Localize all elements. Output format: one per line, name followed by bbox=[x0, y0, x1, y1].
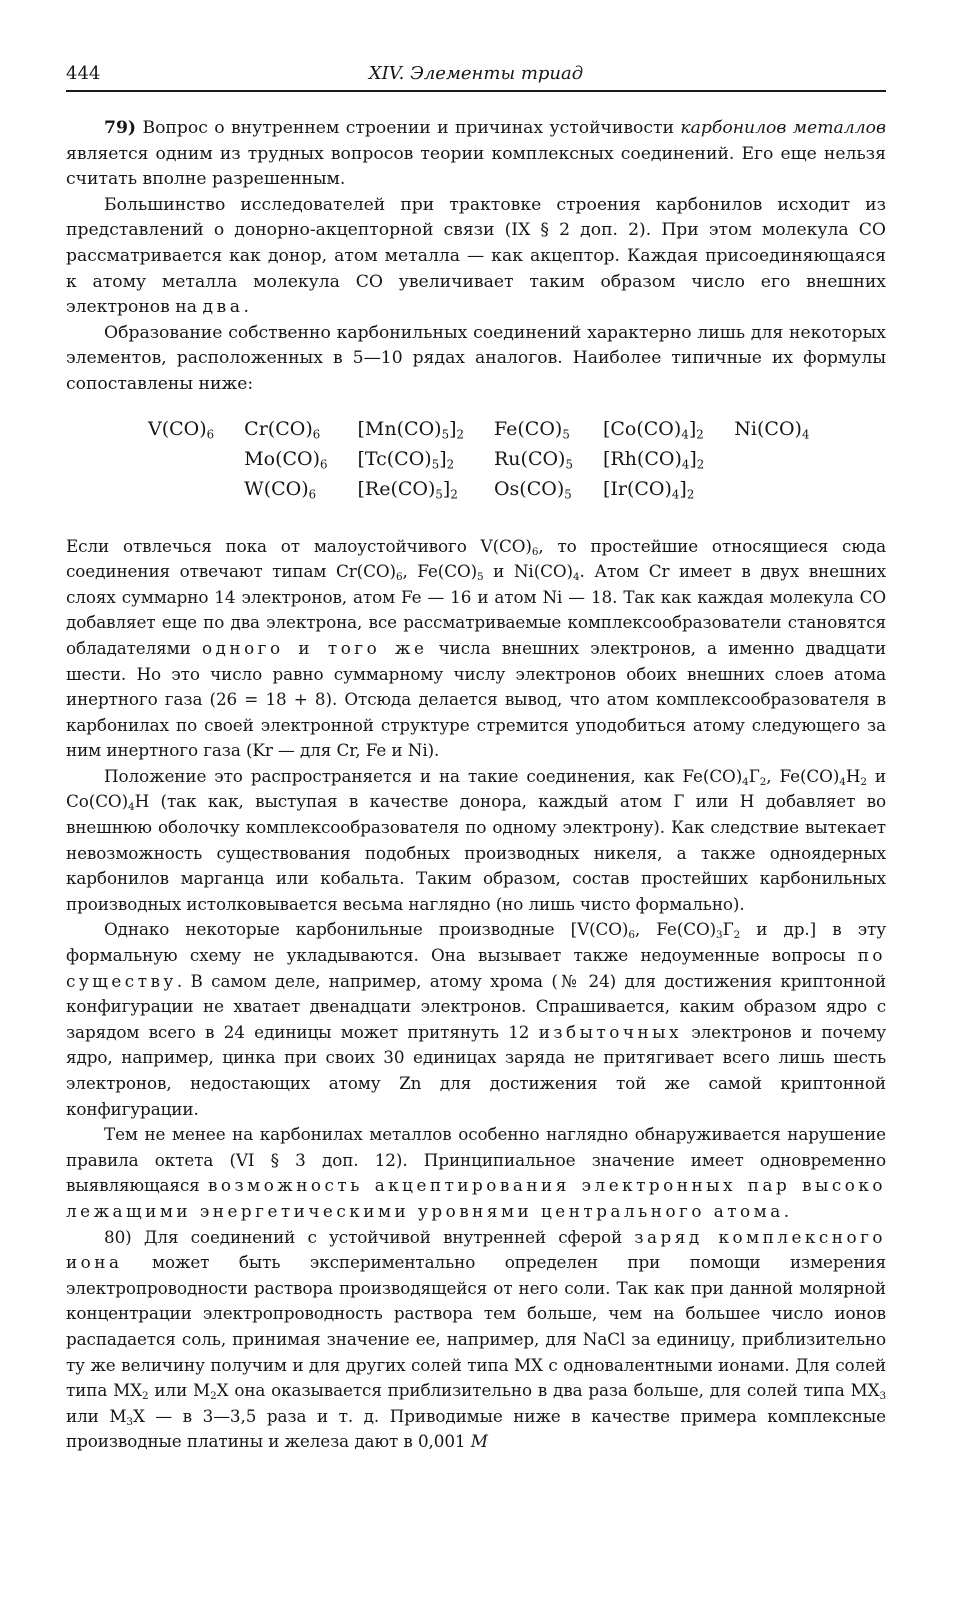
formula-row bbox=[148, 444, 839, 474]
paragraph-carbonyl-formation bbox=[66, 321, 886, 398]
paragraph-79 bbox=[66, 116, 886, 193]
formula-row bbox=[148, 474, 839, 504]
formula-cell bbox=[734, 474, 839, 504]
text-run: Образование собственно карбонильных соединений характерно лишь для некоторых элементов, расположенных в 5—10 рядах аналогов. Наиболее типичные их формулы сопоставлены ниже: bbox=[66, 322, 886, 394]
text-run: является одним из трудных вопросов теории комплексных соединений. Его еще нельзя считать вполне разрешенным. bbox=[66, 143, 886, 190]
formula-cell: $Cr(CO)_6$ bbox=[244, 417, 321, 442]
formula-cell: $Os(CO)_5$ bbox=[493, 477, 572, 502]
formula-cell: $V(CO)_6$ bbox=[148, 417, 215, 442]
paragraph-halides-hydrides: Положение это распространяется и на такие соединения, как $Fe(CO)_4Г_2$, $Fe(CO)_4H_2$ и $Co(CO)_4H$ (так как, выступая в качестве донора, каждый атом Г или H добавляет во внешнюю оболочку комплексообразователя по одному электрону). Как следствие вытекает невозможность существования подобных производных никеля, а также одноядерных карбонилов марганца или кобальта. Таким образом, состав простейших карбонильных производных истолковывается весьма наглядно (но лишь чисто формально). bbox=[66, 765, 887, 914]
text-run: . bbox=[243, 297, 249, 318]
spaced-emphasis: по существу bbox=[66, 945, 887, 991]
italic-term: карбонилов металлов bbox=[680, 118, 886, 138]
paragraph-80: 80) Для соединений с устойчивой внутренней сферой заряд комплексного иона может быть экспериментально определен при помощи измерения электропроводности раствора производящейся от него соли. Так как при данной молярной концентрации электропроводность раствора тем больше, чем на большее число ионов распадается соль, принимая значение ее, например, для NaCl за единицу, приблизительно ту же величину получим и для других солей типа MX с одновалентными ионами. Для солей типа $MX_2$ или $M_2X$ она оказывается приблизительно в два раза больше, для солей типа $MX_3$ или $M_3X$ — в 3—3,5 раза и т. д. Приводимые ниже в качестве примера комплексные производные платины и железа дают в 0,001 M bbox=[66, 1226, 887, 1452]
formula-cell: $[Tc(CO)_5]_2$ bbox=[357, 447, 455, 472]
spaced-emphasis: два bbox=[202, 297, 244, 318]
formula-cell bbox=[734, 444, 839, 474]
formula-cell: $W(CO)_6$ bbox=[244, 477, 317, 502]
carbonyl-formula-table bbox=[148, 414, 839, 504]
italic-unit: M bbox=[470, 1431, 488, 1452]
page-number: 444 bbox=[66, 63, 101, 84]
formula-cell: $Ru(CO)_5$ bbox=[493, 447, 573, 472]
formula-cell: $Fe(CO)_5$ bbox=[493, 417, 570, 442]
spaced-emphasis: возможность акцептирования электронных пар высоко лежащими энергетическими уровнями центрального атома bbox=[66, 1175, 886, 1221]
paragraph-donor-acceptor bbox=[66, 193, 886, 321]
text-run: Большинство исследователей при трактовке строения карбонилов исходит из представлений о донорно-акцепторной связи (IX § 2 доп. 2). При этом молекула CO рассматривается как донор, атом металла — как акцептор. Каждая присоединяющаяся к атому металла молекула CO увеличивает таким образом число его внешних электронов на bbox=[66, 194, 886, 318]
formula-cell: $Mo(CO)_6$ bbox=[244, 447, 328, 472]
formula-cell: $[Co(CO)_4]_2$ bbox=[602, 417, 704, 442]
formula-cell: $Ni(CO)_4$ bbox=[734, 417, 810, 442]
spaced-emphasis: заряд комплексного иона bbox=[66, 1226, 886, 1273]
formula-cell: $[Re(CO)_5]_2$ bbox=[357, 477, 458, 502]
page-header bbox=[66, 62, 886, 92]
formula-cell bbox=[148, 474, 244, 504]
text-run: Вопрос о внутреннем строении и причинах устойчивости bbox=[142, 118, 674, 138]
spaced-emphasis: избыточных bbox=[538, 1021, 682, 1042]
formula-row bbox=[148, 414, 839, 444]
paragraph-exceptions: Однако некоторые карбонильные производные [$V(CO)_6$, $Fe(CO)_3Г_2$ и др.] в эту формальную схему не укладываются. Она вызывает также недоуменные вопросы по существу. В самом деле, например, атому хрома (№ 24) для достижения криптонной конфигурации не хватает двенадцати электронов. Спрашивается, каким образом ядро с зарядом всего в 24 единицы может притянуть 12 избыточных электронов и почему ядро, например, цинка при своих 30 единицах заряда не притягивает всего лишь шесть электронов, недостающих атому Zn для достижения той же самой криптонной конфигурации. bbox=[66, 919, 887, 1119]
paragraph-electron-count: Если отвлечься пока от малоустойчивого $V(CO)_6$, то простейшие относящиеся сюда соединения отвечают типам $Cr(CO)_6$, $Fe(CO)_5$ и $Ni(CO)_4$. Атом Cr имеет в двух внешних слоях суммарно 14 электронов, атом Fe — 16 и атом Ni — 18. Так как каждая молекула CO добавляет еще по два электрона, все рассматриваемые комплексообразователи становятся обладателями одного и того же числа внешних электронов, а именно двадцати шести. Но это число равно суммарному числу электронов обоих внешних слоев атома инертного газа (26 = 18 + 8). Отсюда делается вывод, что атом комплексообразователя в карбонилах по своей электронной структуре стремится уподобиться атому следующего за ним инертного газа (Kr — для Cr, Fe и Ni). bbox=[66, 535, 887, 761]
spaced-emphasis: одного и того же bbox=[201, 637, 428, 658]
formula-cell: $[Rh(CO)_4]_2$ bbox=[602, 447, 705, 472]
running-title: XIV. Элементы триад bbox=[368, 63, 584, 84]
note-number-79: 79) bbox=[104, 118, 137, 138]
formula-cell: $[Mn(CO)_5]_2$ bbox=[357, 417, 464, 442]
formula-cell bbox=[148, 444, 244, 474]
formula-cell: $[Ir(CO)_4]_2$ bbox=[602, 477, 695, 502]
paragraph-octet-rule: Тем не менее на карбонилах металлов особенно наглядно обнаруживается нарушение правила октета (VI § 3 доп. 12). Принципиальное значение имеет одновременно выявляющаяся возможность акцептирования электронных пар высоко лежащими энергетическими уровнями центрального атома. bbox=[66, 1124, 886, 1221]
